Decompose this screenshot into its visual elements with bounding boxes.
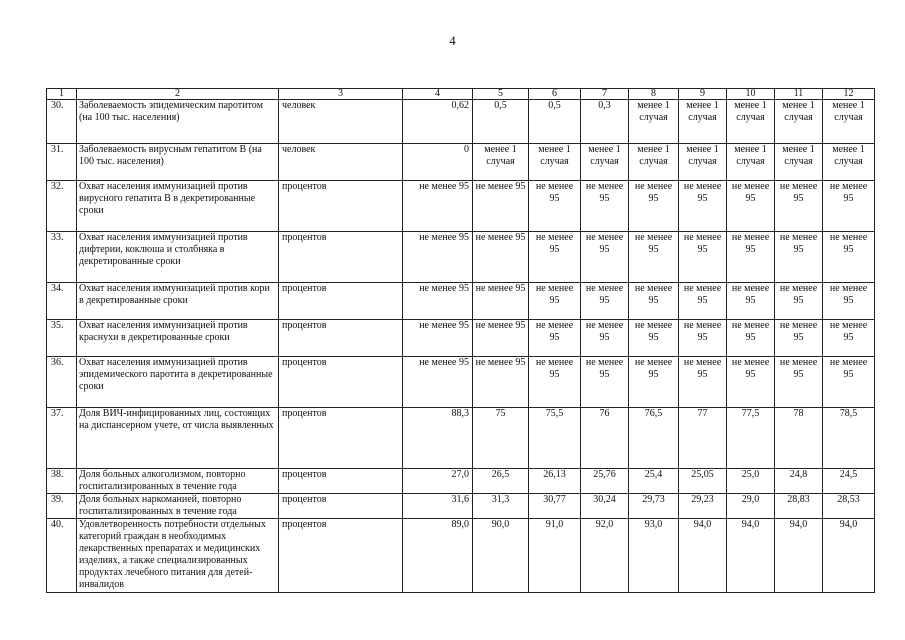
column-header: 4 (403, 89, 473, 100)
value-cell: не менее 95 (473, 232, 529, 283)
column-header: 6 (529, 89, 581, 100)
value-cell: не менее 95 (529, 181, 581, 232)
row-number: 30. (47, 100, 77, 144)
value-cell: не менее 95 (727, 357, 775, 408)
page-number: 4 (449, 33, 456, 48)
row-number: 31. (47, 144, 77, 181)
value-cell: 24,5 (823, 469, 875, 494)
table-row (47, 320, 875, 357)
value-cell: менее 1 случая (727, 100, 775, 144)
unit-cell: человек (279, 144, 403, 181)
value-cell: менее 1 случая (823, 144, 875, 181)
value-cell: не менее 95 (473, 283, 529, 320)
value-cell: не менее 95 (679, 181, 727, 232)
value-cell: 77,5 (727, 408, 775, 469)
value-cell: 31,6 (403, 494, 473, 519)
table-row (47, 283, 875, 320)
row-number: 34. (47, 283, 77, 320)
value-cell: не менее 95 (581, 283, 629, 320)
table-row (47, 519, 875, 593)
value-cell: не менее 95 (629, 357, 679, 408)
value-cell: менее 1 случая (629, 100, 679, 144)
table-row (47, 408, 875, 469)
indicator-name: Заболеваемость вирусным гепатитом В (на 100 тыс. населения) (77, 144, 279, 181)
value-cell: 25,4 (629, 469, 679, 494)
unit-cell: процентов (279, 469, 403, 494)
table-row (47, 469, 875, 494)
value-cell: 94,0 (727, 519, 775, 593)
indicators-table (46, 88, 875, 593)
value-cell: не менее 95 (403, 181, 473, 232)
value-cell: 25,76 (581, 469, 629, 494)
value-cell: 28,83 (775, 494, 823, 519)
value-cell: 30,24 (581, 494, 629, 519)
indicator-name: Доля ВИЧ-инфицированных лиц, состоящих на диспансерном учете, от числа выявленных (77, 408, 279, 469)
value-cell: 89,0 (403, 519, 473, 593)
unit-cell: процентов (279, 181, 403, 232)
value-cell: не менее 95 (679, 283, 727, 320)
row-number: 35. (47, 320, 77, 357)
value-cell: менее 1 случая (775, 100, 823, 144)
column-header: 8 (629, 89, 679, 100)
column-header: 7 (581, 89, 629, 100)
row-number: 36. (47, 357, 77, 408)
value-cell: 29,23 (679, 494, 727, 519)
value-cell: 26,5 (473, 469, 529, 494)
value-cell: 26,13 (529, 469, 581, 494)
value-cell: 29,73 (629, 494, 679, 519)
column-header: 12 (823, 89, 875, 100)
value-cell: менее 1 случая (581, 144, 629, 181)
value-cell: 30,77 (529, 494, 581, 519)
value-cell: 28,53 (823, 494, 875, 519)
value-cell: 90,0 (473, 519, 529, 593)
value-cell: менее 1 случая (679, 100, 727, 144)
table-row (47, 144, 875, 181)
value-cell: 27,0 (403, 469, 473, 494)
value-cell: не менее 95 (529, 320, 581, 357)
value-cell: не менее 95 (473, 357, 529, 408)
value-cell: не менее 95 (629, 320, 679, 357)
value-cell: не менее 95 (679, 320, 727, 357)
value-cell: 77 (679, 408, 727, 469)
value-cell: 29,0 (727, 494, 775, 519)
value-cell: менее 1 случая (727, 144, 775, 181)
column-header: 2 (77, 89, 279, 100)
value-cell: не менее 95 (823, 181, 875, 232)
value-cell: 0,5 (473, 100, 529, 144)
unit-cell: процентов (279, 283, 403, 320)
indicator-name: Заболеваемость эпидемическим паротитом (на 100 тыс. населения) (77, 100, 279, 144)
column-header: 11 (775, 89, 823, 100)
value-cell: не менее 95 (629, 232, 679, 283)
value-cell: не менее 95 (823, 232, 875, 283)
column-header: 5 (473, 89, 529, 100)
value-cell: 25,0 (727, 469, 775, 494)
value-cell: не менее 95 (581, 232, 629, 283)
value-cell: менее 1 случая (679, 144, 727, 181)
value-cell: 88,3 (403, 408, 473, 469)
value-cell: не менее 95 (727, 320, 775, 357)
value-cell: 76 (581, 408, 629, 469)
value-cell: не менее 95 (581, 357, 629, 408)
row-number: 40. (47, 519, 77, 593)
value-cell: менее 1 случая (529, 144, 581, 181)
value-cell: 94,0 (823, 519, 875, 593)
row-number: 32. (47, 181, 77, 232)
value-cell: не менее 95 (403, 283, 473, 320)
column-header: 3 (279, 89, 403, 100)
value-cell: 0 (403, 144, 473, 181)
value-cell: не менее 95 (727, 232, 775, 283)
row-number: 37. (47, 408, 77, 469)
value-cell: не менее 95 (473, 181, 529, 232)
table-row (47, 232, 875, 283)
column-header: 10 (727, 89, 775, 100)
value-cell: не менее 95 (727, 181, 775, 232)
value-cell: 76,5 (629, 408, 679, 469)
value-cell: не менее 95 (775, 232, 823, 283)
value-cell: 93,0 (629, 519, 679, 593)
value-cell: не менее 95 (679, 357, 727, 408)
value-cell: не менее 95 (403, 320, 473, 357)
value-cell: менее 1 случая (473, 144, 529, 181)
value-cell: не менее 95 (823, 357, 875, 408)
unit-cell: процентов (279, 494, 403, 519)
value-cell: менее 1 случая (823, 100, 875, 144)
value-cell: не менее 95 (473, 320, 529, 357)
value-cell: не менее 95 (581, 181, 629, 232)
unit-cell: человек (279, 100, 403, 144)
value-cell: 31,3 (473, 494, 529, 519)
value-cell: не менее 95 (403, 357, 473, 408)
value-cell: не менее 95 (775, 357, 823, 408)
unit-cell: процентов (279, 357, 403, 408)
indicator-name: Охват населения иммунизацией против вирусного гепатита В в декретированные сроки (77, 181, 279, 232)
value-cell: 0,5 (529, 100, 581, 144)
indicator-name: Охват населения иммунизацией против краснухи в декретированные сроки (77, 320, 279, 357)
value-cell: не менее 95 (629, 181, 679, 232)
value-cell: 75 (473, 408, 529, 469)
value-cell: не менее 95 (775, 283, 823, 320)
column-header: 1 (47, 89, 77, 100)
indicator-name: Доля больных алкоголизмом, повторно госпитализированных в течение года (77, 469, 279, 494)
value-cell: не менее 95 (529, 357, 581, 408)
value-cell: не менее 95 (581, 320, 629, 357)
value-cell: 78,5 (823, 408, 875, 469)
value-cell: не менее 95 (775, 320, 823, 357)
value-cell: 91,0 (529, 519, 581, 593)
table-row (47, 357, 875, 408)
value-cell: не менее 95 (823, 320, 875, 357)
value-cell: 92,0 (581, 519, 629, 593)
unit-cell: процентов (279, 320, 403, 357)
indicator-name: Доля больных наркоманией, повторно госпитализированных в течение года (77, 494, 279, 519)
value-cell: менее 1 случая (629, 144, 679, 181)
value-cell: не менее 95 (775, 181, 823, 232)
unit-cell: процентов (279, 232, 403, 283)
value-cell: менее 1 случая (775, 144, 823, 181)
table-row (47, 494, 875, 519)
indicator-name: Удовлетворенность потребности отдельных категорий граждан в необходимых лекарственных препаратах и медицинских изделиях, а также специализированных продуктах лечебного питания для детей-инвалидов (77, 519, 279, 593)
value-cell: не менее 95 (529, 232, 581, 283)
indicator-name: Охват населения иммунизацией против дифтерии, коклюша и столбняка в декретированные сроки (77, 232, 279, 283)
value-cell: 0,62 (403, 100, 473, 144)
row-number: 38. (47, 469, 77, 494)
unit-cell: процентов (279, 519, 403, 593)
value-cell: не менее 95 (823, 283, 875, 320)
value-cell: 0,3 (581, 100, 629, 144)
column-header: 9 (679, 89, 727, 100)
value-cell: 75,5 (529, 408, 581, 469)
value-cell: не менее 95 (727, 283, 775, 320)
table-row (47, 181, 875, 232)
value-cell: 94,0 (679, 519, 727, 593)
table-header-row (47, 89, 875, 100)
row-number: 33. (47, 232, 77, 283)
unit-cell: процентов (279, 408, 403, 469)
value-cell: не менее 95 (679, 232, 727, 283)
indicator-name: Охват населения иммунизацией против эпидемического паротита в декретированные сроки (77, 357, 279, 408)
value-cell: 94,0 (775, 519, 823, 593)
table-row (47, 100, 875, 144)
value-cell: 78 (775, 408, 823, 469)
indicator-name: Охват населения иммунизацией против кори в декретированные сроки (77, 283, 279, 320)
value-cell: не менее 95 (529, 283, 581, 320)
value-cell: 25,05 (679, 469, 727, 494)
row-number: 39. (47, 494, 77, 519)
value-cell: не менее 95 (403, 232, 473, 283)
value-cell: не менее 95 (629, 283, 679, 320)
value-cell: 24,8 (775, 469, 823, 494)
